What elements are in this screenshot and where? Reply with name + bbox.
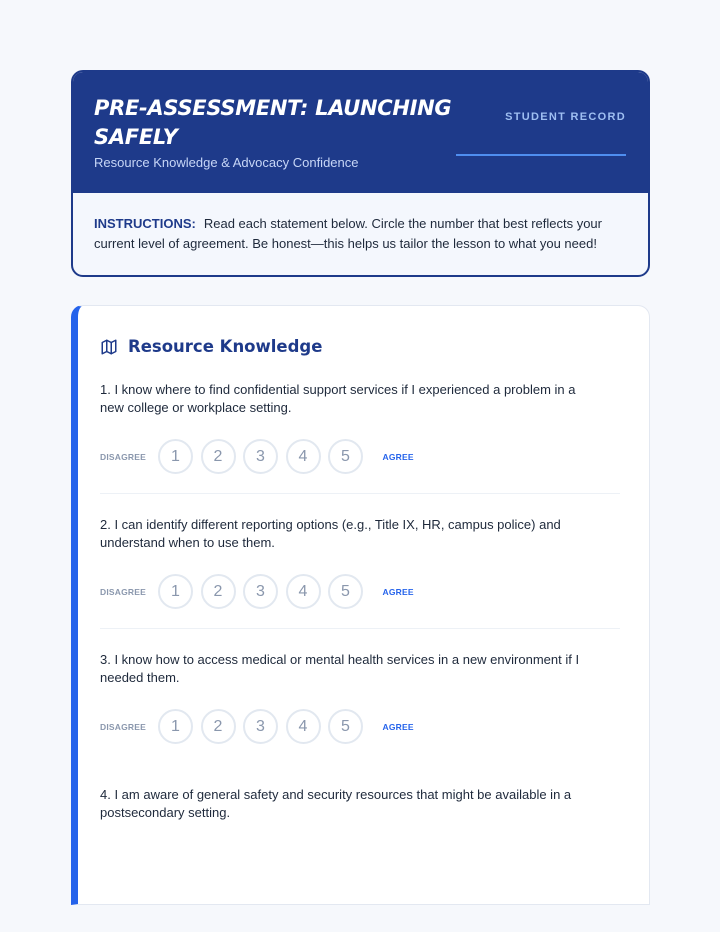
question-1 <box>100 381 600 474</box>
scale-high-label: AGREE <box>382 721 414 732</box>
rating-option-5[interactable]: 5 <box>328 709 363 744</box>
rating-option-3[interactable]: 3 <box>243 439 278 474</box>
rating-option-2[interactable]: 2 <box>201 574 236 609</box>
student-record-label: STUDENT RECORD <box>505 111 626 123</box>
rating-option-3[interactable]: 3 <box>243 709 278 744</box>
rating-scale <box>100 574 600 609</box>
header-banner <box>73 72 648 193</box>
question-text: 1. I know where to find confidential support services if I experienced a problem in a new college or workplace setting. <box>100 382 576 415</box>
assessment-header-card <box>71 70 650 277</box>
map-icon <box>100 338 118 356</box>
question-text: 4. I am aware of general safety and security resources that might be available in a postsecondary setting. <box>100 787 572 820</box>
question-text: 3. I know how to access medical or mental health services in a new environment if I needed them. <box>100 652 580 685</box>
student-record-line <box>456 154 626 156</box>
question-3 <box>100 651 600 744</box>
rating-option-5[interactable]: 5 <box>328 439 363 474</box>
instructions-label: INSTRUCTIONS: <box>94 216 196 231</box>
rating-option-2[interactable]: 2 <box>201 709 236 744</box>
section-header <box>100 337 322 356</box>
scale-low-label: DISAGREE <box>100 451 146 462</box>
scale-high-label: AGREE <box>382 586 414 597</box>
question-text: 2. I can identify different reporting options (e.g., Title IX, HR, campus police) and understand when to use them. <box>100 517 561 550</box>
rating-scale <box>100 439 600 474</box>
rating-option-4[interactable]: 4 <box>286 439 321 474</box>
rating-option-1[interactable]: 1 <box>158 439 193 474</box>
resource-knowledge-section <box>71 305 650 905</box>
rating-option-5[interactable]: 5 <box>328 574 363 609</box>
question-2 <box>100 516 600 609</box>
rating-option-2[interactable]: 2 <box>201 439 236 474</box>
question-divider <box>100 628 620 629</box>
page-title: PRE-ASSESSMENT: LAUNCHING SAFELY <box>94 96 452 149</box>
instructions <box>94 214 629 254</box>
scale-low-label: DISAGREE <box>100 721 146 732</box>
section-title: Resource Knowledge <box>128 337 323 356</box>
instructions-text: Read each statement below. Circle the number that best reflects your current level of agreement. Be honest—this helps us tailor the lesson to what you need! <box>94 216 602 251</box>
question-divider <box>100 493 620 494</box>
rating-option-3[interactable]: 3 <box>243 574 278 609</box>
scale-low-label: DISAGREE <box>100 586 146 597</box>
scale-high-label: AGREE <box>382 451 414 462</box>
rating-option-4[interactable]: 4 <box>286 709 321 744</box>
rating-option-1[interactable]: 1 <box>158 709 193 744</box>
page-subtitle: Resource Knowledge & Advocacy Confidence <box>94 155 359 170</box>
question-4 <box>100 786 600 822</box>
rating-option-1[interactable]: 1 <box>158 574 193 609</box>
rating-scale <box>100 709 600 744</box>
rating-option-4[interactable]: 4 <box>286 574 321 609</box>
